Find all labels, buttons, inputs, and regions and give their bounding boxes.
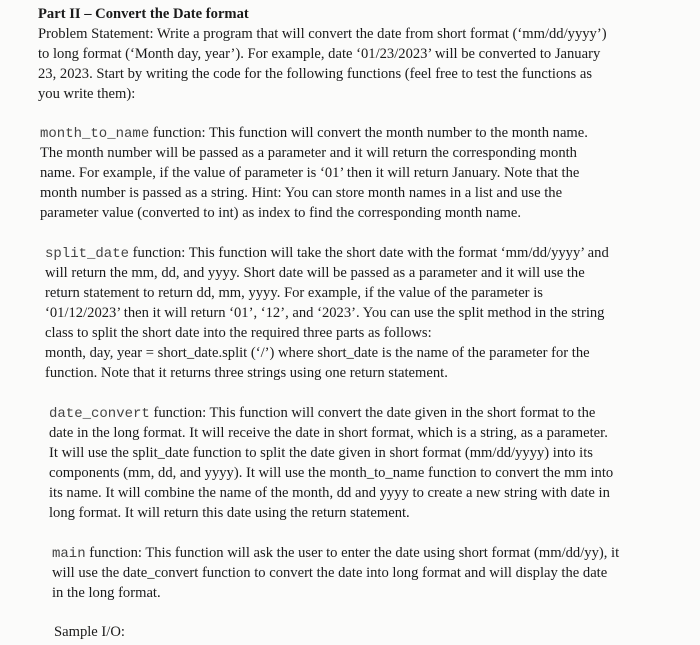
- paragraph-line: in the long format.: [52, 585, 161, 601]
- intro-line: Problem Statement: Write a program that will convert the date from short format (‘mm/dd/yyyy’): [38, 26, 607, 42]
- paragraph-line: function. Note that it returns three strings using one return statement.: [45, 365, 448, 381]
- sample-io-label: Sample I/O:: [54, 624, 125, 640]
- main-function-section: [52, 543, 619, 603]
- paragraph-first-line: month_to_name function: This function will convert the month number to the month name.: [40, 125, 588, 142]
- paragraph-line: components (mm, dd, and yyyy). It will use the month_to_name function to convert the mm into: [49, 465, 614, 481]
- paragraph-first-line: main function: This function will ask the user to enter the date using short format (mm/dd/yy), it: [52, 545, 620, 562]
- intro-line: you write them):: [38, 86, 136, 102]
- paragraph-line: will use the date_convert function to convert the date into long format and will display the date: [52, 565, 608, 581]
- paragraph-first-line: date_convert function: This function will convert the date given in the short format to the: [49, 405, 596, 422]
- paragraph-line: parameter value (converted to int) as index to find the corresponding month name.: [40, 205, 522, 221]
- date-convert-section: [49, 403, 613, 523]
- paragraph-line: will return the mm, dd, and yyyy. Short date will be passed as a parameter and it will use the: [45, 265, 585, 281]
- intro-section: [38, 4, 607, 104]
- paragraph-line: return statement to return dd, mm, yyyy. For example, if the value of the parameter is: [45, 285, 543, 301]
- paragraph-line: ‘01/12/2023’ then it will return ‘01’, ‘12’, and ‘2023’. You can use the split method in the string: [45, 305, 605, 321]
- paragraph-line: its name. It will combine the name of the month, dd and yyyy to create a new string with date in: [49, 485, 610, 501]
- paragraph-line: month, day, year = short_date.split (‘/’) where short_date is the name of the parameter for the: [45, 345, 590, 361]
- intro-line: to long format (‘Month day, year’). For example, date ‘01/23/2023’ will be converted to January: [38, 46, 601, 62]
- function-name: main: [52, 546, 86, 562]
- paragraph-line: month number is passed as a string. Hint: You can store month names in a list and use the: [40, 185, 563, 201]
- paragraph-line: date in the long format. It will receive the date in short format, which is a string, as a parameter.: [49, 425, 608, 441]
- split-date-section: [45, 243, 609, 383]
- intro-line: 23, 2023. Start by writing the code for the following functions (feel free to test the functions as: [38, 66, 593, 82]
- function-name: date_convert: [49, 406, 150, 422]
- function-name: split_date: [45, 246, 130, 262]
- month-to-name-section: [40, 123, 588, 223]
- part-heading: Part II – Convert the Date format: [38, 6, 249, 22]
- sample-io-section: [54, 622, 125, 642]
- paragraph-line: class to split the short date into the required three parts as follows:: [45, 325, 432, 341]
- paragraph-line: The month number will be passed as a parameter and it will return the corresponding month: [40, 145, 577, 161]
- function-name: month_to_name: [40, 126, 150, 142]
- paragraph-line: It will use the split_date function to split the date given in short format (mm/dd/yyyy) into its: [49, 445, 593, 461]
- paragraph-line: long format. It will return this date using the return statement.: [49, 505, 410, 521]
- paragraph-line: name. For example, if the value of parameter is ‘01’ then it will return January. Note that the: [40, 165, 580, 181]
- paragraph-first-line: split_date function: This function will take the short date with the format ‘mm/dd/yyyy’ and: [45, 245, 609, 262]
